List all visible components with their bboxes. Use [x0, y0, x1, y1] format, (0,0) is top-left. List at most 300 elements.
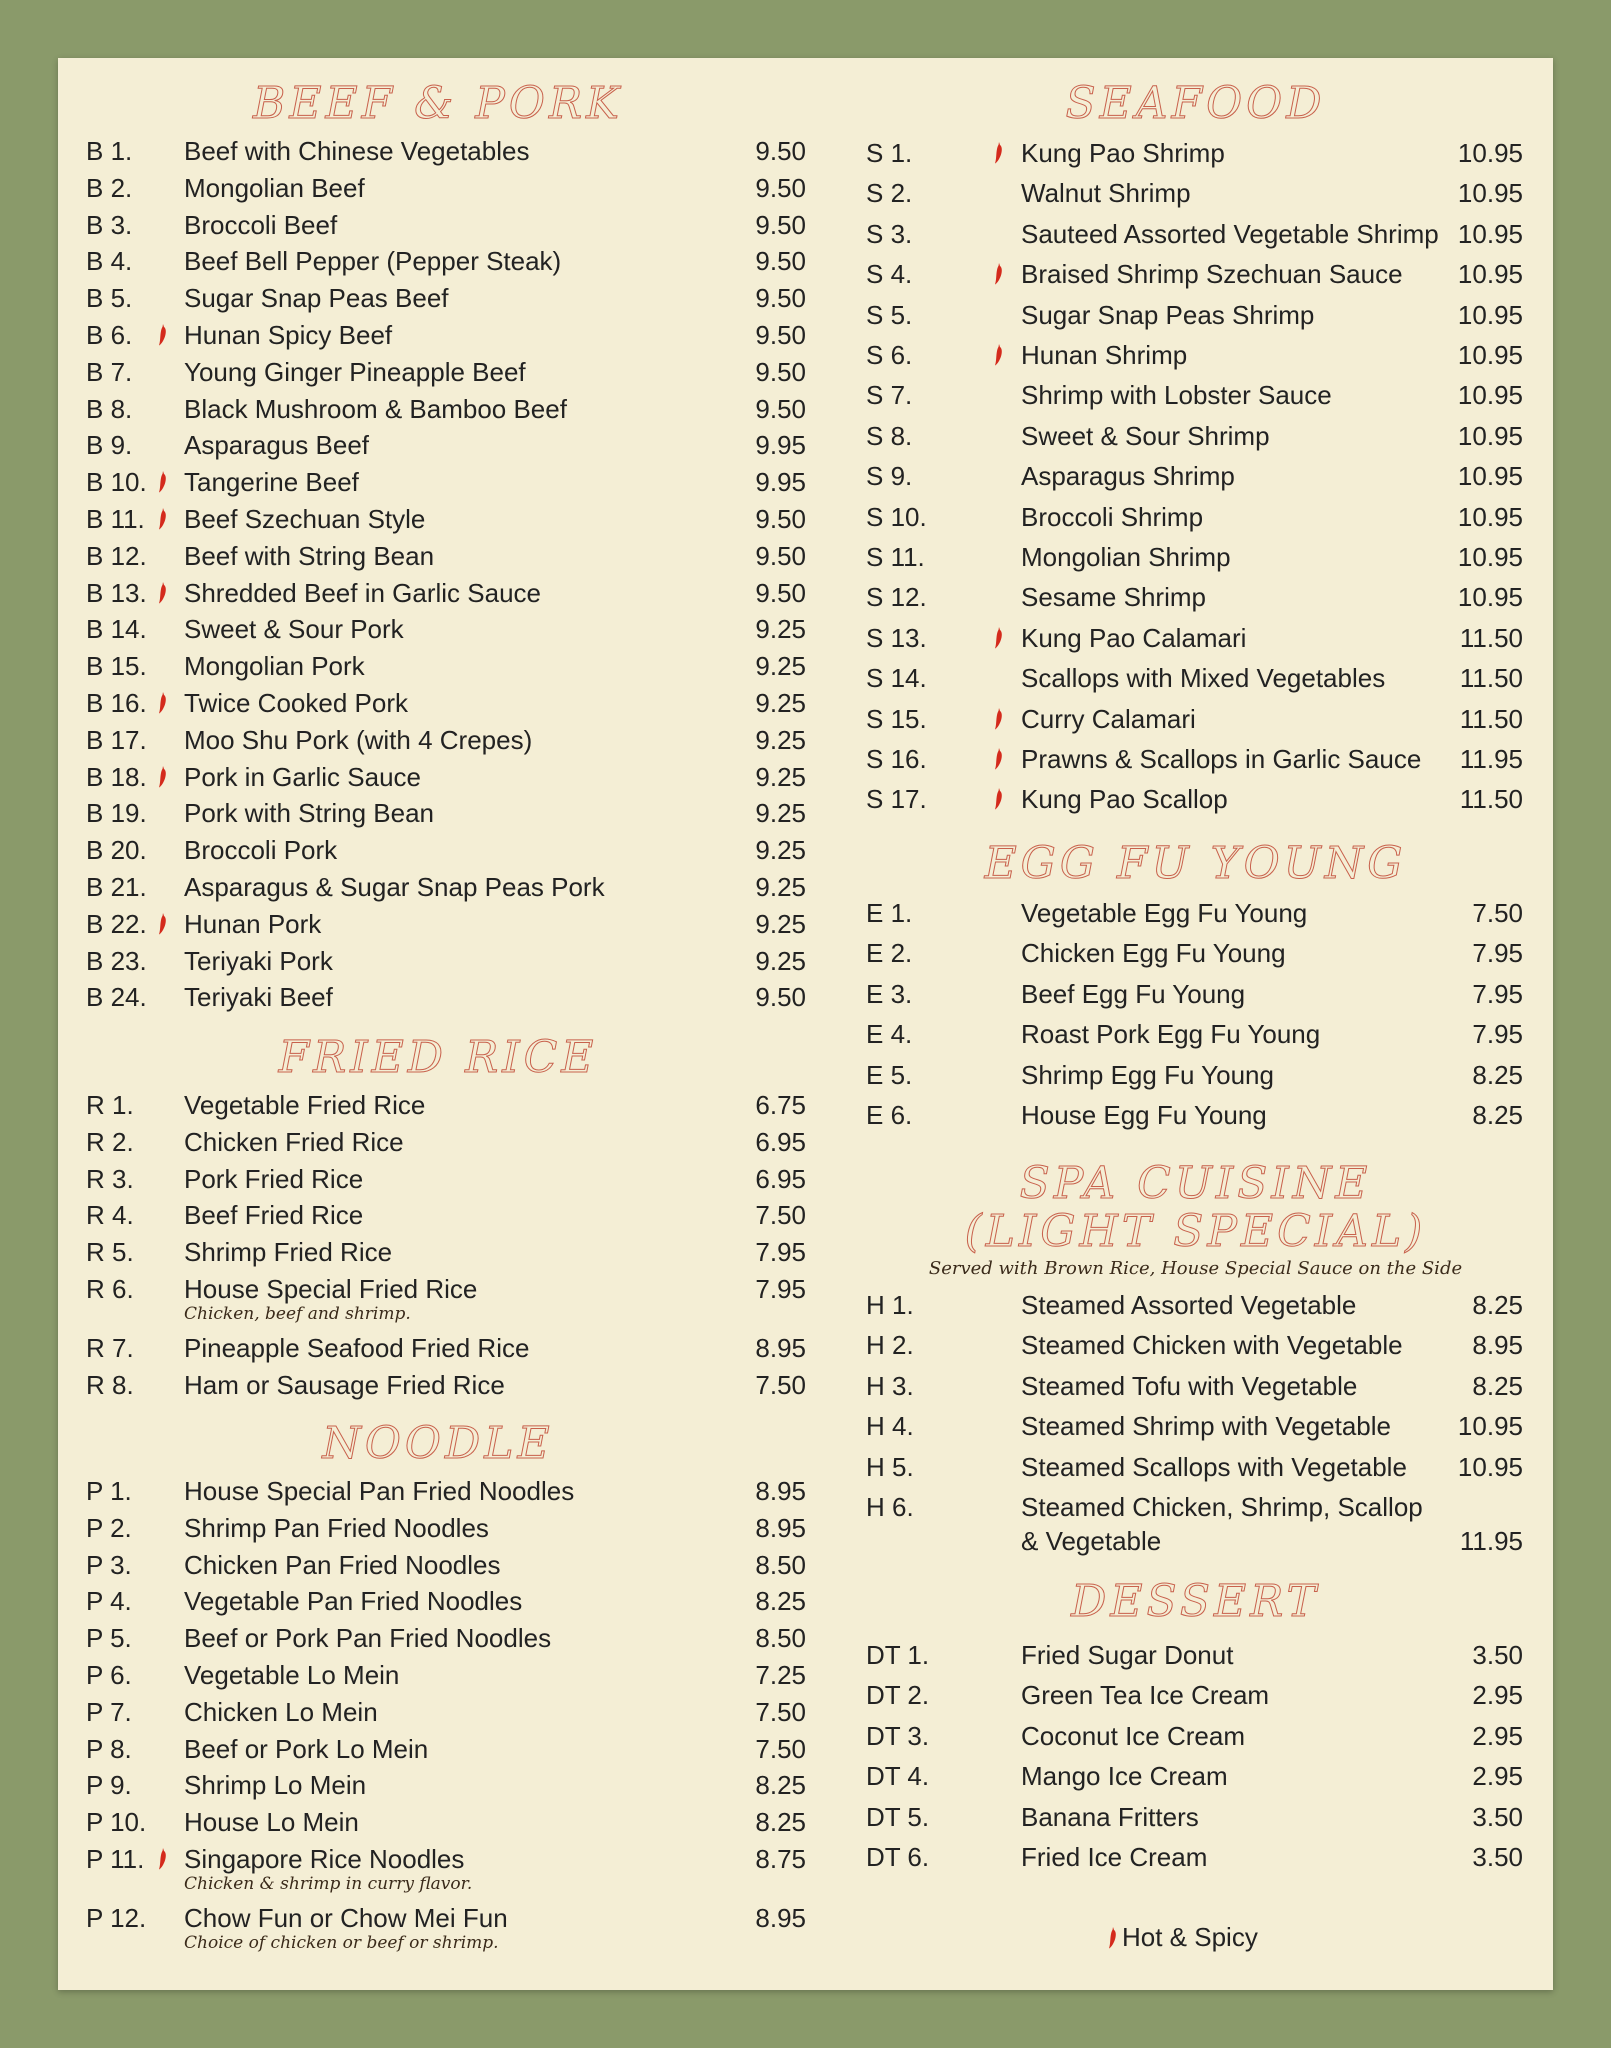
item-name: Fried Sugar Donut [1021, 1640, 1234, 1670]
item-price: 3.50 [1472, 1640, 1523, 1670]
item-price: 8.50 [755, 1623, 806, 1654]
item-name: Hunan Shrimp [1021, 340, 1188, 370]
item-name: Shrimp with Lobster Sauce [1021, 380, 1332, 411]
section-title-beef-pork: BEEF & PORK [253, 78, 623, 129]
item-code: B 22. [86, 908, 147, 939]
item-name: Vegetable Pan Fried Noodles [184, 1586, 523, 1617]
item-price: 9.25 [755, 945, 806, 976]
item-price: 8.95 [1472, 1330, 1523, 1361]
menu-item [58, 1734, 818, 1770]
menu-item [58, 1770, 818, 1806]
menu-item [58, 504, 818, 540]
item-price: 8.95 [755, 1512, 806, 1543]
menu-item [58, 1660, 818, 1696]
item-price: 9.95 [755, 430, 806, 461]
menu-item [58, 1127, 818, 1163]
section-title-egg-fu-young: EGG FU YOUNG [984, 838, 1407, 889]
item-code: S 14. [866, 663, 927, 694]
item-name: Fried Ice Cream [1021, 1842, 1208, 1872]
section-title-noodle: NOODLE [322, 1418, 554, 1469]
item-code: P 8. [86, 1733, 132, 1764]
item-price: 3.50 [1472, 1842, 1523, 1872]
item-code: P 4. [86, 1586, 132, 1617]
item-price: 8.50 [755, 1549, 806, 1580]
menu-item [838, 138, 1553, 174]
section-title-seafood: SEAFOOD [1065, 78, 1326, 129]
item-code: E 3. [866, 978, 913, 1009]
chili-pepper-icon [158, 580, 168, 602]
item-code: B 16. [86, 688, 147, 718]
item-price: 9.25 [755, 651, 806, 682]
menu-page [58, 58, 1553, 1990]
menu-item [838, 938, 1553, 974]
item-price: 11.95 [1459, 1526, 1523, 1556]
item-code: B 10. [86, 467, 147, 498]
item-price: 8.95 [755, 1902, 806, 1933]
item-name: Moo Shu Pork (with 4 Crepes) [184, 724, 533, 755]
item-name: Mango Ice Cream [1021, 1761, 1228, 1792]
item-name: Beef Egg Fu Young [1021, 978, 1246, 1009]
menu-item [838, 979, 1553, 1015]
legend [1108, 1922, 1258, 1953]
item-code: S 7. [866, 380, 913, 411]
item-name: Steamed Scallops with Vegetable [1021, 1451, 1407, 1482]
item-name: Steamed Tofu with Vegetable [1021, 1370, 1358, 1401]
item-name: House Egg Fu Young [1021, 1100, 1267, 1130]
menu-item [58, 394, 818, 430]
menu-item [58, 946, 818, 982]
item-name: Pineapple Seafood Fried Rice [184, 1332, 530, 1363]
item-code: S 2. [866, 178, 913, 209]
item-name: Vegetable Lo Mein [184, 1660, 400, 1690]
menu-item [58, 1090, 818, 1126]
item-code: DT 6. [866, 1842, 930, 1872]
item-code: R 6. [86, 1274, 134, 1304]
item-name: Braised Shrimp Szechuan Sauce [1021, 259, 1403, 290]
chili-pepper-icon [994, 342, 1004, 364]
chili-pepper-icon [158, 690, 168, 712]
chili-pepper-icon [994, 746, 1004, 768]
item-name: Shrimp Lo Mein [184, 1770, 367, 1801]
item-code: R 4. [86, 1200, 134, 1231]
item-price: 10.95 [1457, 501, 1523, 532]
item-name: Chow Fun or Chow Mei Fun [184, 1902, 508, 1933]
item-price: 10.95 [1457, 259, 1523, 290]
item-name: Mongolian Pork [184, 651, 365, 682]
item-price: 8.95 [755, 1476, 806, 1506]
item-price: 8.25 [1472, 1100, 1523, 1130]
item-code: B 8. [86, 393, 133, 424]
item-code: E 4. [866, 1019, 913, 1050]
item-price: 8.25 [755, 1770, 806, 1801]
item-name: Vegetable Egg Fu Young [1021, 898, 1308, 928]
item-code: R 3. [86, 1163, 134, 1194]
item-code: S 17. [866, 784, 927, 815]
item-code: B 6. [86, 320, 133, 350]
item-name: Broccoli Pork [184, 835, 338, 866]
item-code: P 3. [86, 1549, 132, 1580]
menu-item [58, 798, 818, 834]
item-price: 9.50 [755, 393, 806, 424]
item-price: 6.75 [755, 1090, 806, 1120]
item-code: B 7. [86, 356, 133, 387]
item-name: Prawns & Scallops in Garlic Sauce [1021, 744, 1422, 774]
item-price: 7.50 [1472, 898, 1523, 928]
item-price: 10.95 [1457, 178, 1523, 209]
menu-item [838, 898, 1553, 934]
menu-item [838, 502, 1553, 538]
menu-item [58, 1513, 818, 1549]
item-code: H 3. [866, 1370, 914, 1401]
item-name: Beef or Pork Pan Fried Noodles [184, 1623, 552, 1654]
item-code: P 5. [86, 1623, 132, 1654]
menu-item [58, 320, 818, 356]
chili-pepper-icon [158, 469, 168, 491]
menu-item [58, 762, 818, 798]
item-price: 8.75 [755, 1844, 806, 1874]
item-code: B 9. [86, 430, 133, 461]
item-name: Chicken Egg Fu Young [1021, 938, 1286, 969]
item-price: 7.50 [755, 1696, 806, 1727]
item-price: 10.95 [1457, 340, 1523, 370]
item-code: P 7. [86, 1696, 132, 1727]
item-price: 9.95 [755, 467, 806, 498]
item-code: H 1. [866, 1290, 914, 1320]
item-code: B 17. [86, 724, 147, 755]
item-code: E 5. [866, 1059, 913, 1090]
item-code: B 18. [86, 761, 147, 792]
item-name: Sauteed Assorted Vegetable Shrimp [1021, 218, 1439, 249]
item-name: Roast Pork Egg Fu Young [1021, 1019, 1321, 1050]
menu-item [838, 380, 1553, 416]
menu-item [58, 1274, 818, 1324]
item-name: Asparagus Shrimp [1021, 461, 1235, 492]
menu-item [838, 663, 1553, 699]
menu-item [58, 835, 818, 871]
item-name: Broccoli Beef [184, 209, 338, 240]
chili-pepper-icon [994, 261, 1004, 283]
item-price: 8.25 [755, 1807, 806, 1838]
item-name: Beef Szechuan Style [184, 504, 426, 534]
item-name-continued: & Vegetable [1021, 1526, 1162, 1556]
item-name: Shrimp Egg Fu Young [1021, 1059, 1274, 1090]
item-name: Twice Cooked Pork [184, 688, 408, 718]
item-name: Steamed Chicken with Vegetable [1021, 1330, 1403, 1361]
item-code: B 4. [86, 246, 133, 277]
item-code: P 12. [86, 1902, 147, 1933]
menu-item [58, 283, 818, 319]
item-name: Sugar Snap Peas Beef [184, 283, 449, 314]
menu-item [838, 784, 1553, 820]
item-name: Asparagus Beef [184, 430, 370, 461]
item-price: 3.50 [1472, 1801, 1523, 1832]
item-price: 9.50 [755, 246, 806, 277]
item-price: 7.95 [1472, 978, 1523, 1009]
item-price: 2.95 [1472, 1761, 1523, 1792]
item-price: 9.50 [755, 209, 806, 240]
menu-item [838, 623, 1553, 659]
chili-pepper-icon [994, 706, 1004, 728]
menu-item [58, 1623, 818, 1659]
menu-item [838, 582, 1553, 618]
item-name: Walnut Shrimp [1021, 178, 1191, 209]
item-price: 9.50 [755, 504, 806, 534]
item-price: 10.95 [1457, 1451, 1523, 1482]
item-price: 8.95 [755, 1332, 806, 1363]
item-code: S 13. [866, 622, 927, 653]
item-name: Beef with Chinese Vegetables [184, 136, 530, 166]
item-name: Chicken Pan Fried Noodles [184, 1549, 501, 1580]
chili-pepper-icon [158, 506, 168, 528]
menu-item [838, 1019, 1553, 1055]
item-name: Sweet & Sour Shrimp [1021, 420, 1270, 451]
item-code: DT 4. [866, 1761, 930, 1792]
item-price: 7.95 [755, 1274, 806, 1304]
item-code: B 13. [86, 577, 147, 608]
menu-item [838, 1060, 1553, 1096]
item-name: Coconut Ice Cream [1021, 1720, 1245, 1751]
chili-pepper-icon [158, 911, 168, 933]
menu-item [838, 1761, 1553, 1797]
item-code: E 1. [866, 898, 913, 928]
menu-item [58, 430, 818, 466]
item-price: 9.50 [755, 540, 806, 571]
menu-item [838, 1330, 1553, 1366]
menu-item [58, 1200, 818, 1236]
item-price: 9.50 [755, 172, 806, 203]
item-name: Shrimp Pan Fried Noodles [184, 1512, 489, 1543]
item-name: Shrimp Fried Rice [184, 1237, 393, 1268]
item-name: Beef Bell Pepper (Pepper Steak) [184, 246, 562, 277]
item-name: Scallops with Mixed Vegetables [1021, 663, 1386, 694]
menu-item [838, 1371, 1553, 1407]
menu-item [58, 982, 818, 1018]
menu-item [838, 421, 1553, 457]
item-name: Tangerine Beef [184, 467, 359, 498]
item-price: 10.95 [1457, 461, 1523, 492]
item-code: B 3. [86, 209, 133, 240]
item-price: 10.95 [1457, 420, 1523, 451]
item-note: Choice of chicken or beef or shrimp. [184, 1932, 499, 1953]
item-code: S 8. [866, 420, 913, 451]
item-code: E 6. [866, 1100, 913, 1130]
menu-item [838, 1452, 1553, 1488]
item-name: Beef Fried Rice [184, 1200, 364, 1231]
item-name: Mongolian Shrimp [1021, 542, 1231, 572]
item-code: R 8. [86, 1369, 134, 1400]
item-name: Mongolian Beef [184, 172, 365, 203]
item-code: P 1. [86, 1476, 132, 1506]
item-name: Kung Pao Calamari [1021, 622, 1247, 653]
item-code: H 5. [866, 1451, 914, 1482]
item-price: 8.25 [1472, 1290, 1523, 1320]
item-name: Sugar Snap Peas Shrimp [1021, 299, 1315, 330]
item-price: 9.50 [755, 320, 806, 350]
chili-pepper-icon [994, 625, 1004, 647]
item-code: S 16. [866, 744, 927, 774]
item-name: Teriyaki Pork [184, 945, 333, 976]
item-note: Chicken & shrimp in curry flavor. [184, 1874, 473, 1894]
item-price: 10.95 [1457, 218, 1523, 249]
item-code: S 15. [866, 703, 927, 734]
section-subtitle-spa: Served with Brown Rice, House Special Sauce on the Side [928, 1258, 1463, 1279]
menu-item [58, 1902, 818, 1953]
item-price: 9.25 [755, 688, 806, 718]
item-price: 10.95 [1457, 582, 1523, 613]
menu-item [838, 744, 1553, 780]
item-price: 7.50 [755, 1733, 806, 1764]
item-price: 9.25 [755, 761, 806, 792]
item-price: 8.25 [1472, 1370, 1523, 1401]
item-name: Steamed Chicken, Shrimp, Scallop [1021, 1492, 1423, 1522]
menu-item [58, 136, 818, 172]
item-code: R 7. [86, 1332, 134, 1363]
item-name: Pork with String Bean [184, 798, 435, 829]
item-name: Hunan Spicy Beef [184, 320, 393, 350]
item-code: DT 5. [866, 1801, 930, 1832]
item-name: House Lo Mein [184, 1807, 359, 1838]
item-code: B 23. [86, 945, 147, 976]
chili-pepper-icon [1108, 1925, 1118, 1947]
item-price: 9.50 [755, 136, 806, 166]
chili-pepper-icon [994, 140, 1004, 162]
item-name: Ham or Sausage Fried Rice [184, 1369, 505, 1400]
item-code: S 5. [866, 299, 913, 330]
item-code: P 6. [86, 1660, 132, 1690]
item-price: 9.50 [755, 356, 806, 387]
item-price: 9.25 [755, 724, 806, 755]
item-code: P 10. [86, 1807, 147, 1838]
item-note: Chicken, beef and shrimp. [184, 1304, 411, 1324]
chili-pepper-icon [158, 1846, 168, 1868]
item-price: 9.25 [755, 614, 806, 645]
menu-item [838, 340, 1553, 376]
menu-item [838, 542, 1553, 578]
item-code: S 11. [866, 542, 925, 572]
menu-item [58, 614, 818, 650]
item-code: P 11. [86, 1844, 145, 1874]
section-title-fried-rice: FRIED RICE [278, 1032, 598, 1083]
item-name: Banana Fritters [1021, 1801, 1199, 1832]
menu-item [58, 1476, 818, 1512]
item-price: 11.95 [1459, 744, 1523, 774]
item-name: Pork in Garlic Sauce [184, 761, 421, 792]
menu-item [58, 909, 818, 945]
item-code: B 24. [86, 982, 147, 1013]
menu-item [838, 1640, 1553, 1676]
menu-item [838, 461, 1553, 497]
section-title-spa-cuisine: SPA CUISINE [1019, 1158, 1372, 1209]
item-name: Vegetable Fried Rice [184, 1090, 426, 1120]
item-name: Hunan Pork [184, 908, 322, 939]
item-price: 10.95 [1457, 542, 1523, 572]
item-code: H 2. [866, 1330, 914, 1361]
item-price: 7.95 [1472, 938, 1523, 969]
item-code: S 4. [866, 259, 913, 290]
item-code: B 2. [86, 172, 133, 203]
menu-item [58, 1697, 818, 1733]
item-name: Steamed Shrimp with Vegetable [1021, 1411, 1391, 1442]
section-title-light-special: (LIGHT SPECIAL) [964, 1206, 1427, 1257]
menu-item [838, 1290, 1553, 1326]
item-name: Chicken Fried Rice [184, 1126, 404, 1157]
item-code: B 15. [86, 651, 147, 682]
item-name: Kung Pao Scallop [1021, 784, 1228, 815]
menu-item [58, 1586, 818, 1622]
menu-item [58, 578, 818, 614]
menu-item [838, 704, 1553, 740]
item-price: 9.25 [755, 798, 806, 829]
chili-pepper-icon [158, 764, 168, 786]
item-name: Singapore Rice Noodles [184, 1844, 465, 1874]
menu-item [58, 1550, 818, 1586]
item-price: 10.95 [1457, 138, 1523, 168]
item-code: H 4. [866, 1411, 914, 1442]
menu-item [838, 1721, 1553, 1757]
menu-item [58, 1370, 818, 1406]
item-code: E 2. [866, 938, 913, 969]
item-name: Curry Calamari [1021, 703, 1196, 734]
item-name: Shredded Beef in Garlic Sauce [184, 577, 541, 608]
item-name: Teriyaki Beef [184, 982, 333, 1013]
legend-label: Hot & Spicy [1122, 1922, 1258, 1952]
item-code: S 6. [866, 340, 913, 370]
menu-item [838, 1100, 1553, 1136]
item-name: Chicken Lo Mein [184, 1696, 378, 1727]
menu-item [58, 1333, 818, 1369]
item-code: DT 2. [866, 1680, 930, 1711]
item-name: Young Ginger Pineapple Beef [184, 356, 526, 387]
item-price: 11.50 [1459, 663, 1523, 694]
menu-item [838, 1492, 1553, 1556]
menu-item [838, 259, 1553, 295]
menu-item [58, 357, 818, 393]
item-code: S 9. [866, 461, 913, 492]
item-name: Steamed Assorted Vegetable [1021, 1290, 1357, 1320]
item-name: Asparagus & Sugar Snap Peas Pork [184, 872, 605, 902]
chili-pepper-icon [158, 322, 168, 344]
item-price: 10.95 [1457, 1411, 1523, 1442]
item-code: S 1. [866, 138, 913, 168]
item-code: P 2. [86, 1512, 132, 1543]
item-code: R 5. [86, 1237, 134, 1268]
item-name: Broccoli Shrimp [1021, 501, 1204, 532]
item-price: 7.50 [755, 1200, 806, 1231]
item-price: 2.95 [1472, 1720, 1523, 1751]
menu-item [838, 1802, 1553, 1838]
item-code: DT 1. [866, 1640, 930, 1670]
item-price: 9.25 [755, 835, 806, 866]
menu-item [58, 173, 818, 209]
item-price: 7.25 [755, 1660, 806, 1690]
item-code: P 9. [86, 1770, 132, 1801]
item-price: 9.50 [755, 577, 806, 608]
item-name: Kung Pao Shrimp [1021, 138, 1225, 168]
item-code: S 12. [866, 582, 927, 613]
item-name: Green Tea Ice Cream [1021, 1680, 1270, 1711]
item-price: 7.95 [1472, 1019, 1523, 1050]
section-title-dessert: DESSERT [1071, 1576, 1320, 1627]
item-name: House Special Fried Rice [184, 1274, 478, 1304]
item-price: 11.50 [1459, 784, 1523, 815]
item-name: Beef with String Bean [184, 540, 435, 571]
item-price: 9.25 [755, 908, 806, 939]
menu-item [838, 1842, 1553, 1878]
item-price: 9.50 [755, 982, 806, 1013]
item-code: DT 3. [866, 1720, 930, 1751]
item-code: B 1. [86, 136, 133, 166]
menu-item [838, 300, 1553, 336]
